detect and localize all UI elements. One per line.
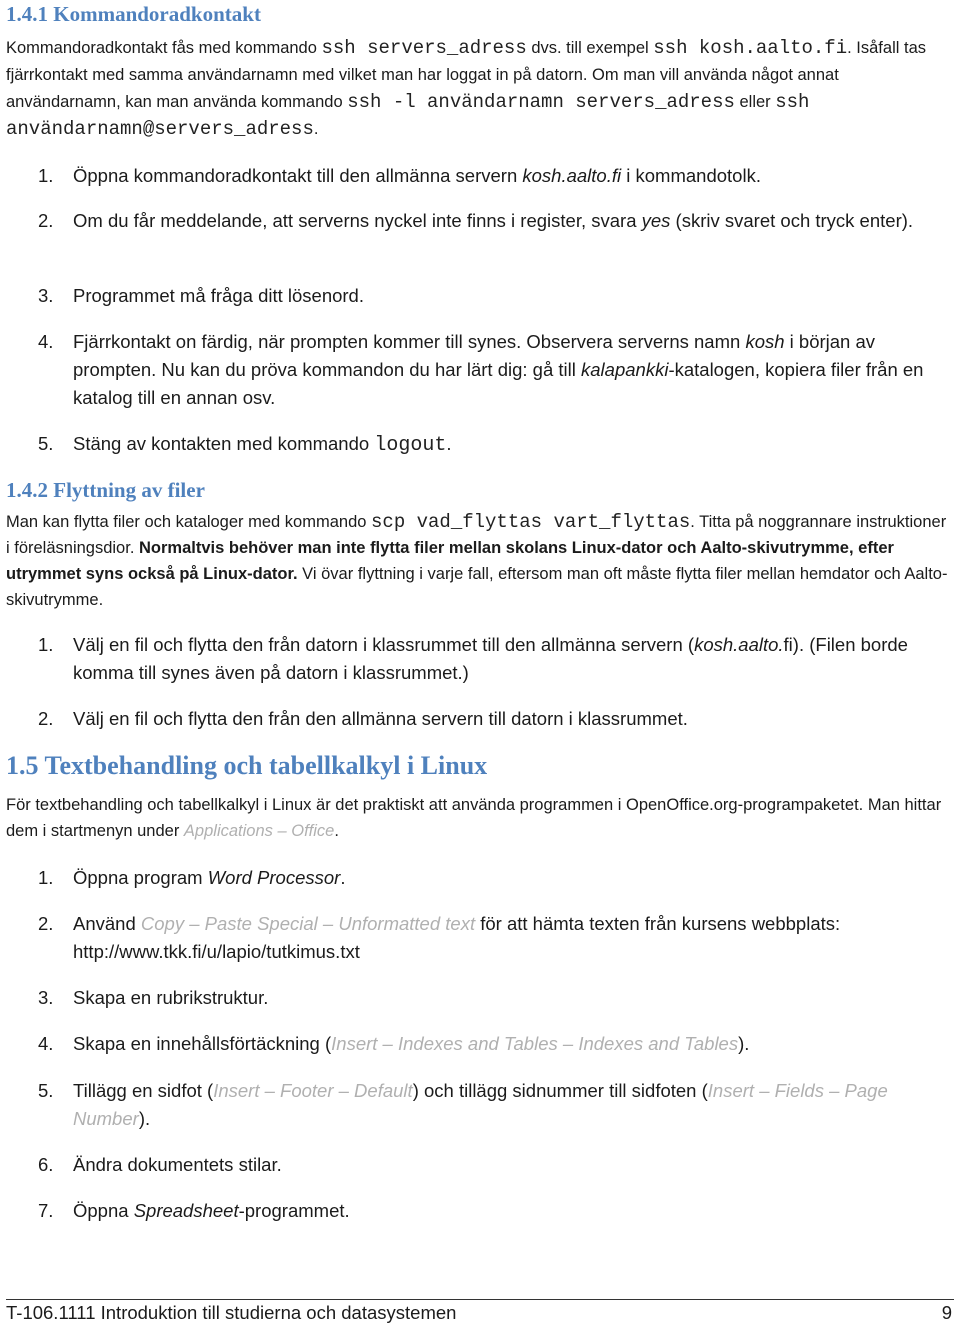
list-item: 4. Fjärrkontakt on färdig, när prompten kommer till synes. Observera serverns namn kosh i början av prompten. Nu kan du pröva kommandon du har lärt dig: gå till kalapankki-katalogen, kopiera filer från en katalog till en annan osv. — [38, 331, 924, 408]
paragraph-textbehandling: För textbehandling och tabellkalkyl i Linux är det praktiskt att använda programmen i OpenOffice.org-programpaketet. Man hittar dem i startmenyn under Applications – Office. — [6, 796, 942, 840]
list-item: 3. Skapa en rubrikstruktur. — [38, 987, 269, 1008]
heading-1-4-1: 1.4.1 Kommandoradkontakt — [6, 2, 261, 26]
paragraph-flyttning: Man kan flytta filer och kataloger med kommando scp vad_flyttas vart_flyttas. Titta på noggrannare instruktioner i föreläsningsdior. Normaltvis behöver man inte flytta filer mellan skolans Linux-dator och Aalto-skivutrymme, efter utrymmet syns också på Linux-dator. Vi övar flyttning i varje fall, eftersom man oft måste flytta filer mellan hemdator och Aalto-skivutrymme. — [6, 511, 948, 609]
paragraph-kommandoradkontakt: Kommandoradkontakt fås med kommando ssh servers_adress dvs. till exempel ssh kosh.aalto.fi. Isåfall tas fjärrkontakt med samma användarnamn med vilket man har loggat in på datorn. Om man vill använda något annat användarnamn, kan man använda kommando ssh -l användarnamn servers_adress eller ssh användarnamn@servers_adress. — [6, 37, 926, 140]
list-item: 5. Tillägg en sidfot (Insert – Footer – Default) och tillägg sidnummer till sidfoten (Insert – Fields – Page Number). — [38, 1080, 888, 1129]
list-item: 1. Öppna program Word Processor. — [38, 867, 346, 888]
list-item: 6. Ändra dokumentets stilar. — [38, 1154, 282, 1175]
page-number: 9 — [941, 1302, 952, 1323]
list-item: 2. Använd Copy – Paste Special – Unformatted text för att hämta texten från kursens webbplats: http://www.tkk.fi/u/lapio/tutkimus.txt — [38, 913, 841, 962]
list-item: 5. Stäng av kontakten med kommando logout. — [38, 433, 452, 457]
list-item: 7. Öppna Spreadsheet-programmet. — [38, 1200, 350, 1221]
list-item: 4. Skapa en innehållsförtäckning (Insert – Indexes and Tables – Indexes and Tables). — [38, 1033, 750, 1054]
heading-1-5: 1.5 Textbehandling och tabellkalkyl i Linux — [6, 751, 488, 780]
footer-title: T-106.1111 Introduktion till studierna och datasystemen — [6, 1302, 457, 1323]
list-item: 2. Välj en fil och flytta den från den allmänna servern till datorn i klassrummet. — [38, 708, 688, 729]
footer-rule — [6, 1299, 954, 1300]
list-item: 1. Öppna kommandoradkontakt till den allmänna servern kosh.aalto.fi i kommandotolk. — [38, 165, 761, 186]
heading-1-4-2: 1.4.2 Flyttning av filer — [6, 478, 205, 502]
list-item: 3. Programmet må fråga ditt lösenord. — [38, 285, 364, 306]
list-item: 2. Om du får meddelande, att serverns nyckel inte finns i register, svara yes (skriv svaret och tryck enter). — [38, 210, 914, 231]
list-item: 1. Välj en fil och flytta den från datorn i klassrummet till den allmänna servern (kosh.aalto.fi). (Filen borde komma till synes även på datorn i klassrummet.) — [38, 634, 908, 683]
